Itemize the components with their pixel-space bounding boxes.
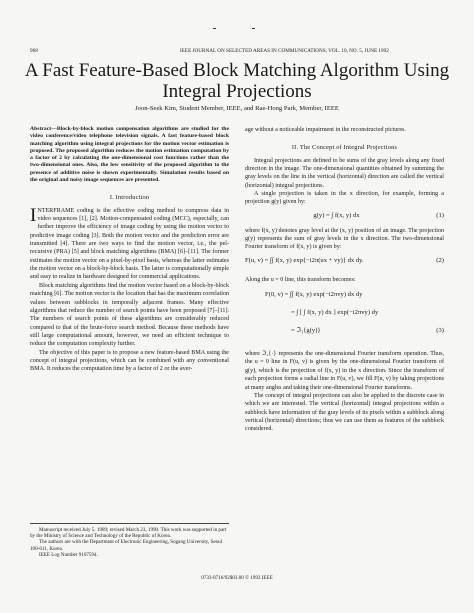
intro-text: NTERFRAME coding is the effective coding method to compress data in video sequences [1], [2]. Motion-compensated coding (MCC), especially, can further improve the efficiency of image coding by using the motion vector to predictive image coding [3]. Both the motion vector and the prediction error are transmitted [4]. There are two ways to find the motion vector, i.e., the pel-recursive (PRA) [5] and block matching algorithms (BMA) [6]–[11]. The former estimates the motion vector on a pixel-by-pixel basis, whereas the latter estimates the motion vector on a block-by-block basis. The latter is computationally simple and easy to realize in hardware designed for commercial applications. xyxy=(30,207,230,281)
equation-number: (2) xyxy=(436,256,444,264)
scan-mark xyxy=(213,28,216,29)
equation-1 xyxy=(245,210,444,224)
section2-paragraph-2: A single projection is taken in the x direction, for example, forming a projection g(y) given by: xyxy=(245,191,444,206)
intro-paragraph-1 xyxy=(30,204,230,282)
footnote xyxy=(30,523,229,558)
equation-line: = ℑ₁{g(y)} xyxy=(291,327,321,335)
running-header xyxy=(30,48,444,54)
page-number: 968 xyxy=(30,48,38,54)
footnote-manuscript: Manuscript received July 5, 1989; revised March 23, 1990. This work was supported in part by the Ministry of Science and Technology of the Republic of Korea. xyxy=(30,527,227,540)
footnote-affiliation: The authors are with the Department of Electronic Engineering, Sogang University, Seoul 100-611, Korea. xyxy=(30,539,223,552)
section2-paragraph-5: where ℑ₁{·} represents the one-dimensional Fourier transform operation. Thus, the u = 0 line in F(u, v) is given by the one-dimensional Fourier transform of g(y), which is the projection of f(x, y) in the x direction. Since the transform of each projection forms a radial line in F(u, v), we fill F(u, v) by taking projections at many angles and taking their one-dimensional Fourier transforms. xyxy=(245,351,444,391)
scan-mark xyxy=(252,28,255,29)
right-column xyxy=(245,126,444,434)
journal-name: IEEE JOURNAL ON SELECTED AREAS IN COMMUNICATIONS, VOL. 10, NO. 5, JUNE 1992 xyxy=(180,48,389,54)
continued-paragraph: age without a noticeable impairment in the reconstructed pictures. xyxy=(245,127,406,133)
equation-line: = ∫ [ ∫ f(x, y) dx ] exp(−i2πvy) dy xyxy=(291,309,379,317)
drop-cap: I xyxy=(30,204,37,226)
equation-number: (3) xyxy=(436,327,444,335)
abstract: Abstract—Block-by-block motion compensation algorithms are studied for the video conference/video telephone television signals. A fast feature-based block matching algorithm using integral projections for the motion vector estimation is proposed. The proposed algorithm reduces the motion estimation computation by a factor of 2 by calculating the one-dimensional cost functions rather than the two-dimensional ones. Also, the low sensitivity of the proposed algorithm to the presence of additive noise is shown experimentally. Simulation results based on the original and noisy image sequences are presented. xyxy=(30,126,229,184)
section2-paragraph-6: The concept of integral projections can also be applied to the discrete case in which we are interested. The vertical (horizontal) integral projections within a subblock have information of the gray levels of its pixels within a subblock along vertical (horizontal) directions; thus we can use them as features of the subblock considered. xyxy=(245,392,444,433)
section-heading: II. The Concept of Integral Projections xyxy=(291,144,398,152)
equation-line: F(0, v) = ∫∫ f(x, y) exp(−i2πvy) dx dy xyxy=(265,291,363,299)
equation-body: F(u, v) = ∫∫ f(x, y) exp{−i2π(ux + vy)} dx dy. xyxy=(245,256,364,264)
left-column xyxy=(30,126,229,374)
equation-2 xyxy=(245,255,444,273)
equation-body: g(y) = ∫ f(x, y) dx xyxy=(313,211,360,219)
equation-number: (1) xyxy=(436,211,444,219)
section2-paragraph-4: Along the u = 0 line, this transform becomes: xyxy=(245,276,356,283)
section2-paragraph-3: where f(x, y) denotes gray level at the (x, y) position of an image. The projection g(y) represents the sum of gray levels in the x direction. The two-dimensional Fourier transform of f(x, y) is given by: xyxy=(245,227,444,251)
intro-paragraph-3: The objective of this paper is to propose a new feature-based BMA using the concept of integral projections, which can be combined with any conventional BMA. It reduces the computation time by a factor of 2 or the aver- xyxy=(30,349,229,373)
intro-paragraph-2: Block matching algorithms find the motion vector based on a block-by-block matching [6]. The motion vector is the location that has the maximum correlation values between subblocks in temporally adjacent frames. Many effective algorithms that reduce the number of search points have been proposed [7]–[11]. The numbers of search points of these algorithms are considerably reduced compared to that of the brute-force search method. Because these methods have still large computational amount, however, we need an efficient technique to reduce the computation complexity further. xyxy=(30,282,229,348)
equation-3 xyxy=(245,287,444,347)
footnote-log-number: IEEE Log Number 9107594. xyxy=(39,551,98,558)
paper-title: A Fast Feature-Based Block Matching Algorithm Using Integral Projections xyxy=(24,60,450,102)
section-heading: I. Introduction xyxy=(109,194,150,202)
copyright-footer: 0733-8716/92$03.00 © 1992 IEEE xyxy=(201,575,273,581)
section2-paragraph-1: Integral projections are defined to be sums of the gray levels along any fixed direction in the image. The one-dimensional quantities obtained by summing the gray levels on the line in the vertical (horizontal) direction are called the vertical (horizontal) integral projections. xyxy=(245,157,444,189)
author-line: Joon-Seek Kim, Student Member, IEEE, and Rae-Hong Park, Member, IEEE xyxy=(135,105,339,112)
